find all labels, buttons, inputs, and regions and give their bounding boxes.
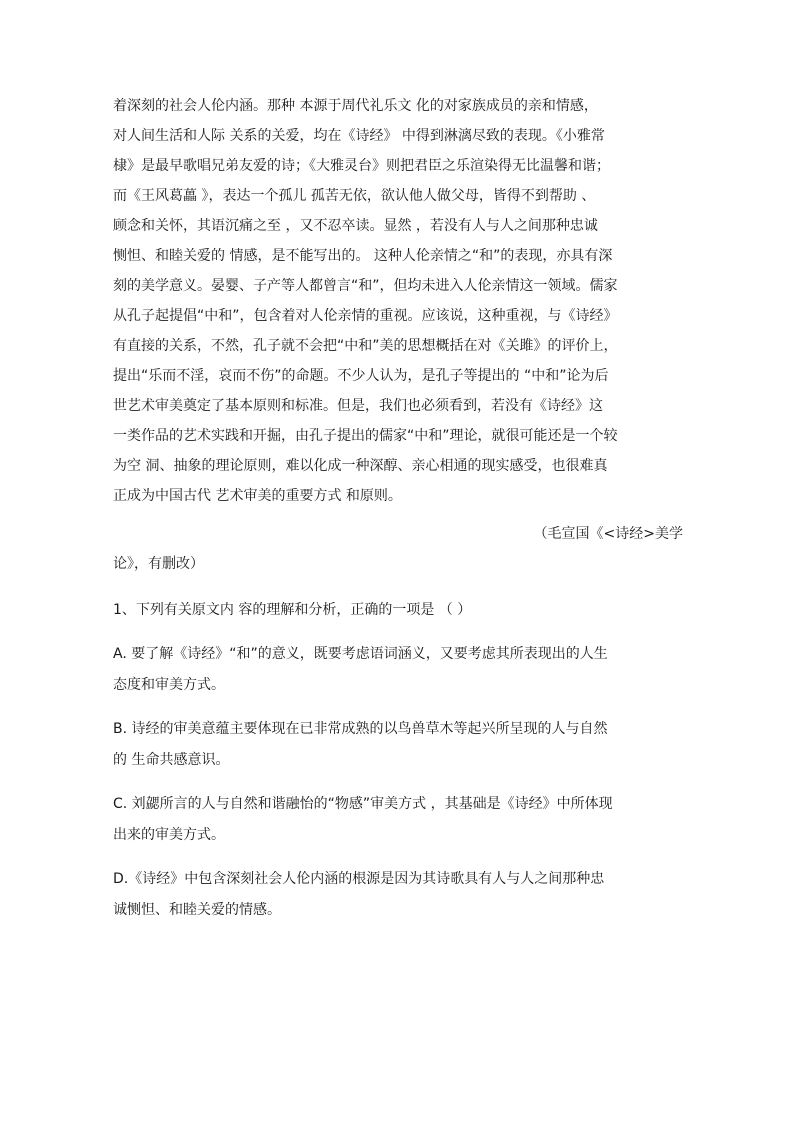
option-d: [113, 865, 683, 924]
passage-line: 世艺术审美奠定了基本原则和标准。但是，我们也必须看到，若没有《诗经》这: [113, 398, 603, 414]
option-line: B. 诗经的审美意蕴主要体现在已非常成熟的以鸟兽草木等起兴所呈现的人与自然: [113, 721, 608, 737]
passage: [113, 92, 683, 510]
passage-line: 顾念和关怀，其语沉痛之至 ，又不忍卒读。显然 ，若没有人与人之间那种忠诚: [113, 218, 598, 234]
option-line: 的 生命共感意识。: [113, 752, 230, 768]
passage-line: 一类作品的艺术实践和开掘，由孔子提出的儒家“中和”理论，就很可能还是一个较: [113, 428, 618, 444]
option-line: 诚恻怛、和睦关爱的情感。: [113, 902, 281, 918]
passage-line: 有直接的关系，不然，孔子就不会把“中和”美的思想概括在对《关雎》的评价上，: [113, 338, 618, 354]
source-citation: [113, 520, 683, 578]
option-line: D.《诗经》中包含深刻社会人伦内涵的根源是因为其诗歌具有人与人之间那种忠: [113, 871, 605, 887]
option-a: [113, 640, 683, 699]
passage-line: 为空 洞、抽象的理论原则，难以化成一种深醇、亲心相通的现实感受，也很难真: [113, 458, 608, 474]
option-line: 态度和审美方式。: [113, 677, 225, 693]
passage-line: 正成为中国古代 艺术审美的重要方式 和原则。: [113, 488, 402, 504]
citation-author-title: （毛宣国《<诗经>美学: [533, 526, 683, 542]
passage-line: 恻怛、和睦关爱的 情感，是不能写出的。 这种人伦亲情之“和”的表现，亦具有深: [113, 248, 613, 264]
passage-line: 着深刻的社会人伦内涵。那种 本源于周代礼乐文 化的对家族成员的亲和情感，: [113, 98, 598, 114]
option-line: C. 刘勰所言的人与自然和谐融怡的“物感”审美方式 ，其基础是《诗经》中所体现: [113, 796, 613, 812]
option-b: [113, 715, 683, 774]
citation-note: 论》，有删改）: [113, 556, 204, 572]
option-c: [113, 790, 683, 849]
option-line: 出来的审美方式。: [113, 827, 225, 843]
question-stem: 1、下列有关原文内 容的理解和分析，正确的一项是 （ ）: [113, 602, 472, 618]
passage-line: 提出“乐而不淫，哀而不伤”的命题。不少人认为，是孔子等提出的 “中和”论为后: [113, 368, 609, 384]
passage-line: 刻的美学意义。晏婴、子产等人都曾言“和”，但均未进入人伦亲情这一领域。儒家: [113, 278, 618, 294]
question-1: [113, 596, 683, 924]
passage-line: 棣》是最早歌唱兄弟友爱的诗；《大雅灵台》则把君臣之乐渲染得无比温馨和谐；: [113, 158, 610, 174]
passage-line: 而《王风葛藟 》，表达一个孤儿 孤苦无依，欲认他人做父母，皆得不到帮助 、: [113, 188, 596, 204]
document-content: [113, 92, 683, 927]
passage-line: 对人间生活和人际 关系的关爱，均在《诗经》 中得到淋漓尽致的表现。《小雅常: [113, 128, 605, 144]
option-line: A. 要了解《诗经》“和”的意义，既要考虑语词涵义，又要考虑其所表现出的人生: [113, 646, 608, 662]
passage-line: 从孔子起提倡“中和”，包含着对人伦亲情的重视。应该说，这种重视，与《诗经》: [113, 308, 618, 324]
